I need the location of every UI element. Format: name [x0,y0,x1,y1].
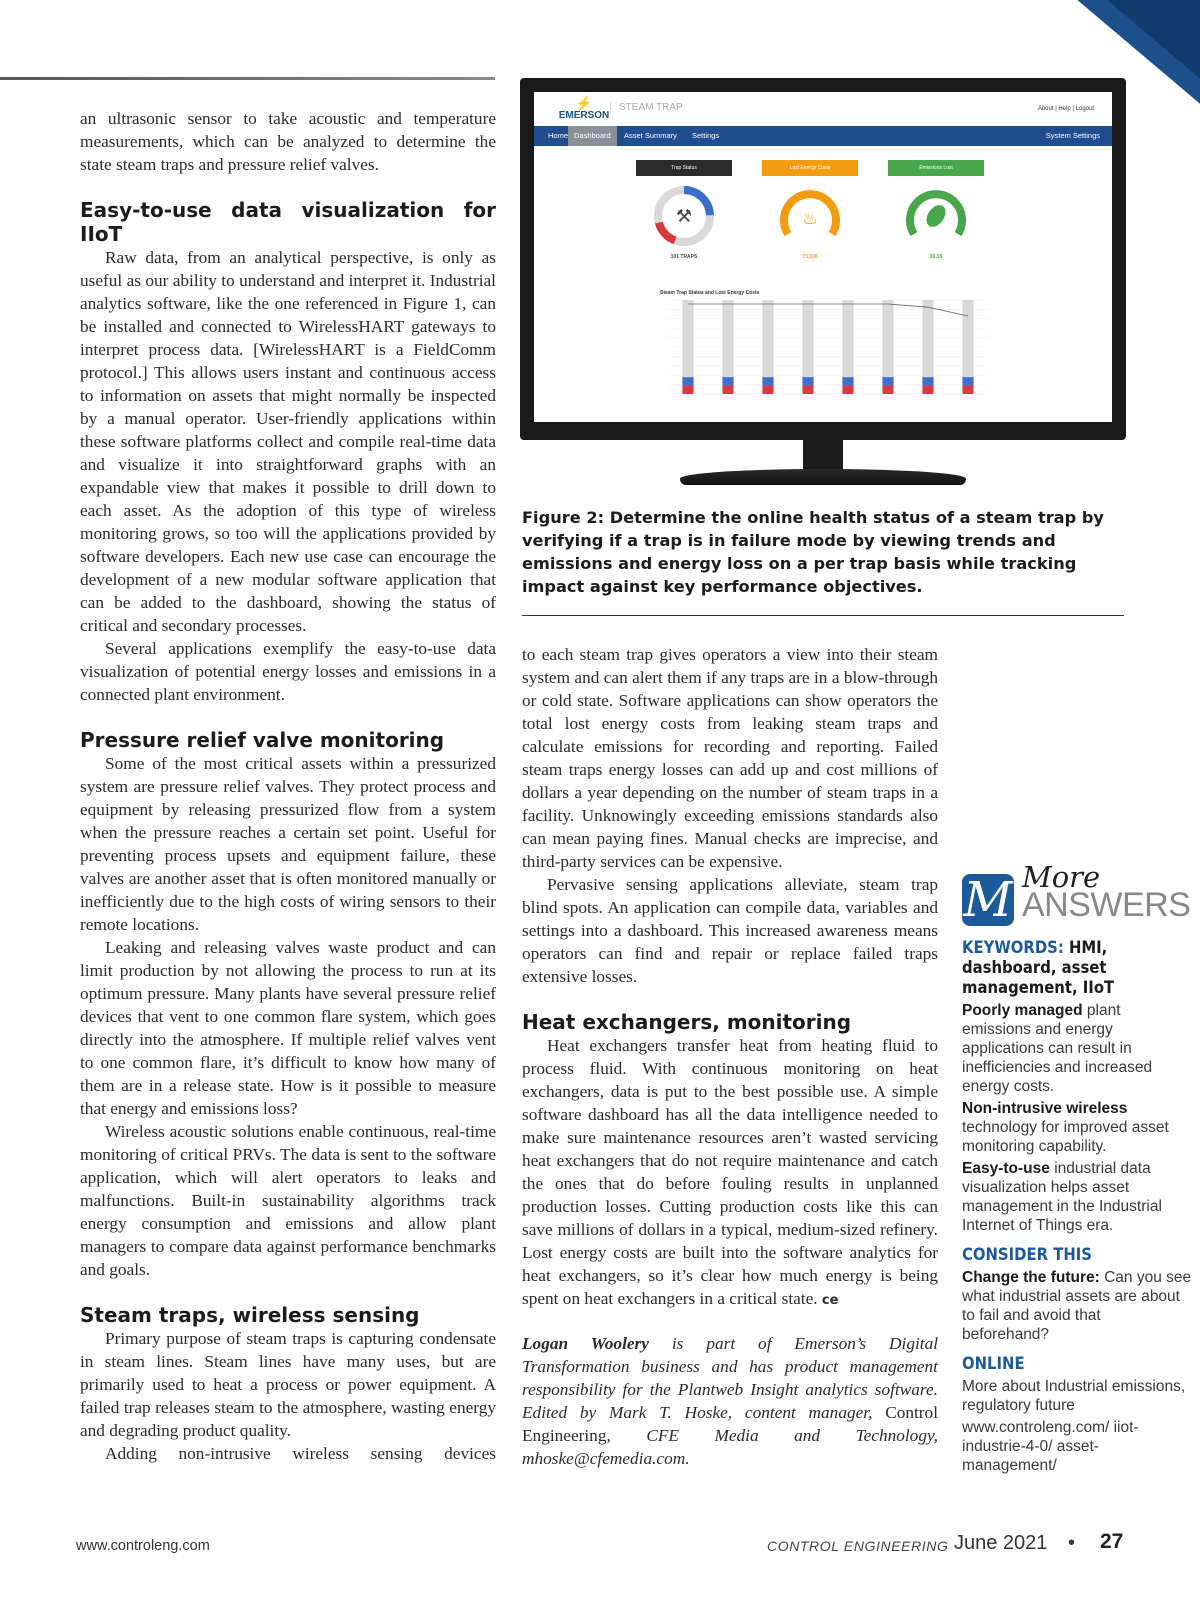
chart-title: Steam Trap Status and Lost Energy Costs [660,290,760,296]
paragraph-text: Heat exchangers transfer heat from heating fluid to process fluid. With continuous monitoring on heat exchangers, data is put to the best possible use. A simple software dashboard has all the data intelligence needed to make sure maintenance resources aren’t wasted servicing heat exchangers that do not require maintenance and catch the ones that do before fouling results in unplanned production losses. Cutting production costs like this can save millions of dollars in a typical, medium-sized refinery. Lost energy costs are built into the software analytics for heat exchangers, so it’s clear how much energy is being spent on heat exchangers in a critical state. [522,1036,938,1308]
item-text: Can you see what industrial assets are about to fail and avoid that beforehand? [962,1269,1192,1343]
column-left [80,107,496,1465]
paragraph: to each steam trap gives operators a view into their steam system and can alert them if any traps are in a blow-through or cold state. Software applications can show operators the total lost energy costs from leaking steam traps and calculate emissions for recording and reporting. Failed steam traps energy losses can add up and cost millions of dollars a year depending on the number of steam traps in a facility. Unknowingly exceeding emissions standards also can mean paying fines. Manual checks are imprecise, and third-party services can be expensive. [522,645,938,871]
item-text: technology for improved asset monitoring capability. [962,1119,1169,1155]
more-label: More [1022,860,1101,894]
bar-failed-2 [722,386,733,394]
keywords-label: KEYWORDS: [962,938,1064,957]
item-bold: Poorly managed [962,1002,1083,1019]
consider-heading: CONSIDER THIS [962,1245,1092,1264]
nav-system-settings[interactable]: System Settings [1045,131,1100,140]
heading-steam-traps: Steam traps, wireless sensing [80,1303,420,1327]
paragraph: Some of the most critical assets within a pressurized system are pressure relief valves. They protect process and equipment by releasing pressurized flow from a system when the pressure reaches a certain set point. Useful for preventing process upsets and equipment failure, these valves are another asset that is often monitored manually or inefficiently due to the high costs of wiring sensors to their remote locations. [80,754,496,934]
card-lost-energy: Lost Energy Costs [762,160,858,176]
caption-rule [522,615,1124,616]
trap-status-gauge [650,182,718,250]
paragraph: an ultrasonic sensor to take acoustic and temperature measurements, which can be analyzed to determine the state steam traps and pressure relief valves. [80,109,496,174]
bar-ok-2 [722,377,733,385]
bar-ok-8 [962,377,973,385]
logo-icon: ⚡ [575,95,593,111]
monitor-bezel [520,78,1126,440]
bar-good-6 [882,300,893,377]
bar-ok-4 [802,377,813,385]
bio-publication: Control Engineering, [522,1403,938,1445]
svg-text:⚒: ⚒ [675,206,693,227]
trap-count: 101 TRAPS [670,254,698,260]
bar-failed-5 [842,386,853,394]
item-bold: Non-intrusive wireless [962,1100,1128,1117]
paragraph: Pervasive sensing applications alleviate, steam trap blind spots. An application can compile data, variables and settings into a dashboard. This increased awareness means operators can find and repair or replace failed traps extensive losses. [522,875,938,986]
sidebar-item [962,1159,1192,1235]
lost-energy-value: 73,026 [802,254,818,260]
paragraph: Several applications exemplify the easy-to-use data visualization of potential energy losses and emissions in a connected plant environment. [80,639,496,704]
item-bold: Easy-to-use [962,1160,1050,1177]
dashboard-nav [534,126,1112,146]
top-rule [0,77,495,80]
bar-ok-7 [922,377,933,385]
bar-ok-3 [762,377,773,385]
page-number: 27 [1100,1530,1124,1553]
sidebar-item [962,1001,1192,1096]
svg-text:♨: ♨ [801,208,819,229]
bar-good-8 [962,300,973,377]
more-answers-sidebar [962,860,1192,1478]
bar-good-4 [802,300,813,377]
top-links[interactable]: About | Help | Logout [1037,106,1094,112]
online-heading: ONLINE [962,1354,1025,1373]
online-link[interactable]: www.controleng.com/ iiot-industrie-4-0/ asset-management/ [962,1419,1139,1474]
emerson-logo [554,96,614,121]
paragraph: Wireless acoustic solutions enable continuous, real-time monitoring of critical PRVs. The data is sent to the software application, which will alert operators to leaks and malfunctions. Built-in sustainability algorithms track energy consumption and emissions and allow plant managers to compare data against performance benchmarks and goals. [80,1122,496,1279]
item-bold: Change the future: [962,1269,1100,1286]
end-mark: ce [821,1293,839,1308]
keywords [962,938,1192,998]
footer-url[interactable]: www.controleng.com [76,1538,210,1554]
bar-failed-6 [882,386,893,394]
paragraph: Primary purpose of steam traps is capturing condensate in steam lines. Steam lines have many uses, but are primarily used to heat a process or power equipment. A failed trap releases steam to the atmosphere, wasting energy and degrading product quality. [80,1329,496,1440]
keywords-value: HMI, dashboard, asset management, IIoT [962,938,1115,997]
footer-date: June 2021 [954,1532,1048,1554]
nav-asset-summary[interactable]: Asset Summary [624,131,677,140]
column-right [522,643,938,1470]
card-trap-status: Trap Status [636,160,732,176]
bar-failed-3 [762,386,773,394]
item-text: plant emissions and energy applications can result in inefficiencies and increased energy costs. [962,1002,1153,1095]
card-emissions: Emissions Lost [888,160,984,176]
paragraph: Leaking and releasing valves waste product and can limit production by not allowing the process to run at its optimum pressure. Many plants have several pressure relief devices that vent to one common flare system, which goes directly into the atmosphere. If multiple relief valves vent to one common flare, it’s difficult to know how many of them are in a release state. How is it possible to measure that energy and emissions loss? [80,938,496,1118]
bar-ok-6 [882,377,893,385]
bar-failed-8 [962,386,973,394]
author-name: Logan Woolery [522,1334,649,1353]
author-bio [522,1332,938,1470]
bar-failed-1 [682,386,693,394]
item-text: industrial data visualization helps asset management in the Industrial Internet of Things era. [962,1160,1162,1234]
bar-ok-1 [682,377,693,385]
sidebar-item [962,1268,1192,1344]
paragraph: Adding non-intrusive wireless sensing devices [105,1444,496,1463]
heading-pressure-relief: Pressure relief valve monitoring [80,728,445,752]
bar-failed-7 [922,386,933,394]
bio-text: is part of Emerson’s Digital Transformation business and has product management responsibility for the Plantweb Insight analytics software. Edited by Mark T. Hoske, content manager, [522,1334,939,1422]
bar-failed-4 [802,386,813,394]
emissions-value: 30.15 [929,254,943,260]
status-chart [638,286,1018,406]
monitor-stand [680,469,966,485]
bar-good-1 [682,300,693,377]
figure-caption: Figure 2: Determine the online health status of a steam trap by verifying if a trap is in failure mode by viewing trends and emissions and energy loss on a per trap basis while tracking impact against key performance objectives. [522,508,1104,596]
paragraph: Raw data, from an analytical perspective, is only as useful as our ability to understand and interpret it. Industrial analytics software, like the one referenced in Figure 1, can be installed and connected to WirelessHART gateways to interpret process data. [WirelessHART is a FieldComm protocol.] This allows users instant and continuous access to information on assets that might normally be inspected by a manual operator. User-friendly applications within these software platforms collect and compile real-time data and visualize it into straightforward graphs with an expandable view that makes it possible to drill down to each asset. As the adoption of this type of wireless monitoring grows, so too will the applications provided by software developers. Each new use case can encourage the development of a new modular software application that can be added to the dashboard, showing the status of critical and secondary processes. [80,248,496,635]
bar-ok-5 [842,377,853,385]
m-logo-icon: M [963,872,1013,928]
app-title: STEAM TRAP [610,102,683,113]
bar-good-2 [722,300,733,377]
monitor-neck [803,440,843,472]
heading-data-visualization: Easy-to-use data visualization for IIoT [80,198,496,246]
heading-heat-exchangers: Heat exchangers, monitoring [522,1010,852,1034]
bio-contact: CFE Media and Technology, mhoske@cfemedia.com. [522,1426,938,1468]
nav-home[interactable]: Home [548,131,569,140]
more-answers-logo [962,860,1192,932]
footer-magazine: CONTROL ENGINEERING [767,1538,949,1554]
monitor-figure [520,78,1126,498]
bar-good-5 [842,300,853,377]
kpi-cards [636,160,1016,270]
lost-energy-gauge [776,182,844,250]
nav-settings[interactable]: Settings [692,131,720,140]
answers-label: ANSWERS [1022,886,1191,924]
paragraph [522,1034,938,1312]
dashboard-screen [534,92,1112,422]
bar-good-7 [922,300,933,377]
emissions-gauge [902,182,970,250]
footer-bullet: • [1068,1532,1076,1554]
nav-dashboard[interactable]: Dashboard [568,126,617,146]
brand-text: EMERSON [558,110,610,121]
sidebar-item [962,1099,1192,1156]
bar-good-3 [762,300,773,377]
sidebar-item: More about Industrial emissions, regulatory future [962,1378,1186,1414]
